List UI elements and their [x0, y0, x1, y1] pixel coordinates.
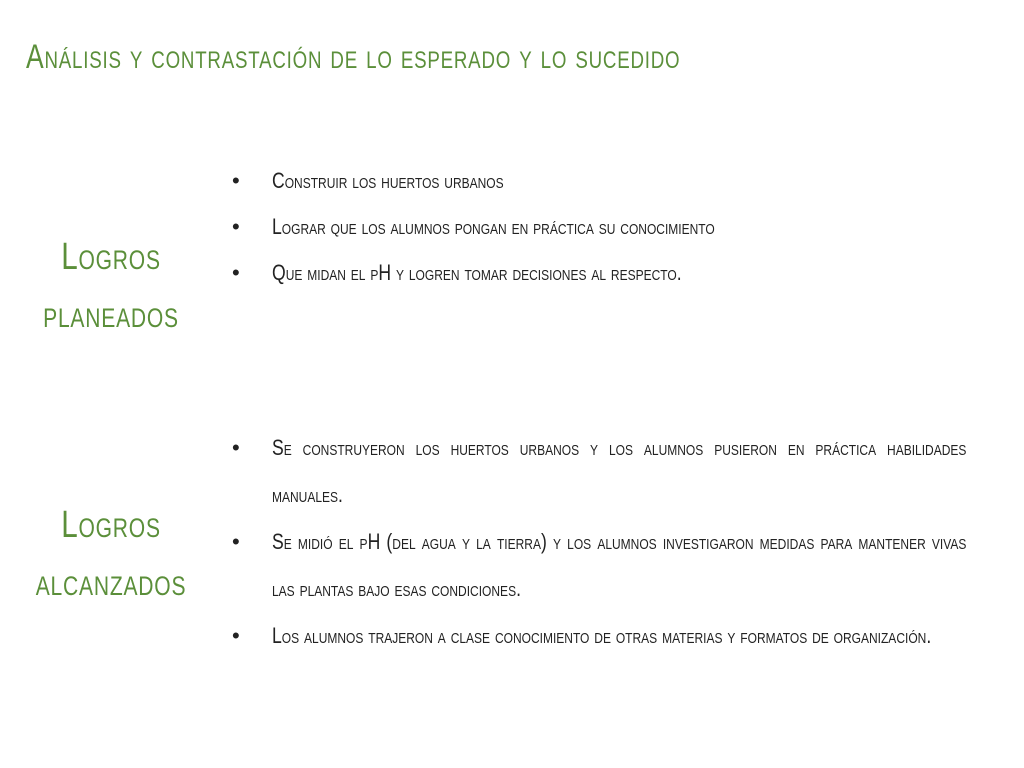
- slide-title: Análisis y contrastación de lo esperado y lo sucedido: [26, 38, 681, 76]
- list-item-text: Lograr que los alumnos pongan en práctica su conocimiento: [272, 214, 715, 239]
- list-item: [228, 158, 968, 204]
- list-item: [228, 250, 968, 296]
- list-item-text: • Los alumnos trajeron a clase conocimiento de otras materias y formatos de organización.: [272, 623, 932, 648]
- section-label-planned-line2: planeados: [43, 294, 179, 336]
- list-item-text: Construir los huertos urbanos: [272, 168, 504, 193]
- section-label-planned-line1: Logros: [61, 236, 161, 278]
- section-label-planned: [33, 228, 189, 344]
- list-item: [228, 612, 968, 659]
- list-item-text: • Se construyeron los huertos urbanos y los alumnos pusieron en práctica habilidades manuales.: [272, 435, 967, 507]
- planned-achievements-list: [228, 158, 968, 296]
- section-label-achieved-line2: alcanzados: [35, 562, 187, 604]
- list-item: [228, 204, 968, 250]
- section-label-achieved: [33, 496, 189, 612]
- list-item-text: • Se midió el pH (del agua y la tierra) y los alumnos investigaron medidas para mantener vivas las plantas bajo esas condiciones.: [272, 529, 967, 601]
- list-item: [228, 518, 968, 612]
- achieved-results-list: [228, 424, 968, 659]
- section-label-achieved-line1: Logros: [61, 504, 161, 546]
- list-item-text: Que midan el pH y logren tomar decisiones al respecto.: [272, 260, 682, 285]
- list-item: [228, 424, 968, 518]
